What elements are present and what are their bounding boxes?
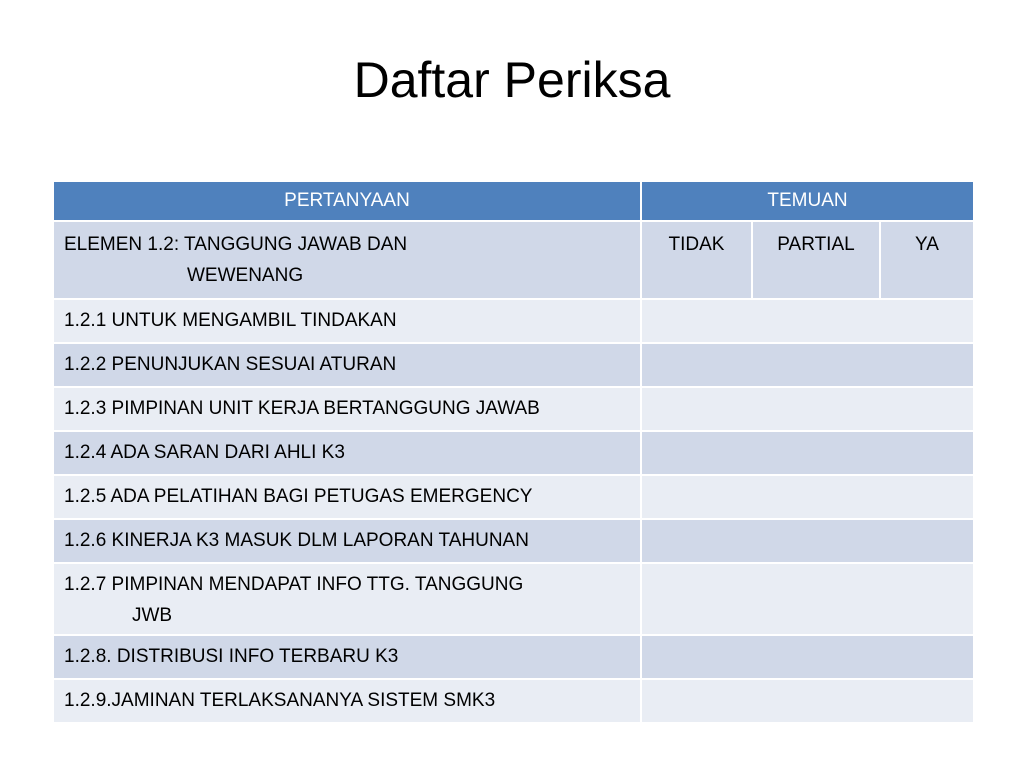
element-title-cell <box>53 221 641 299</box>
table-header-row <box>53 181 974 221</box>
question-cell: 1.2.6 KINERJA K3 MASUK DLM LAPORAN TAHUNAN <box>53 519 641 563</box>
question-line1: 1.2.7 PIMPINAN MENDAPAT INFO TTG. TANGGUNG <box>64 574 524 595</box>
finding-cell[interactable] <box>641 475 974 519</box>
option-tidak-label: TIDAK <box>668 234 725 255</box>
finding-cell[interactable] <box>641 343 974 387</box>
slide-title: Daftar Periksa <box>353 52 671 108</box>
element-title-line2: WEWENANG <box>187 265 304 286</box>
finding-cell[interactable] <box>641 635 974 679</box>
finding-cell[interactable] <box>641 679 974 723</box>
header-question: PERTANYAAN <box>53 181 641 221</box>
checklist-table <box>52 180 975 724</box>
option-ya <box>880 221 974 299</box>
question-cell: 1.2.5 ADA PELATIHAN BAGI PETUGAS EMERGENCY <box>53 475 641 519</box>
element-title-line1: ELEMEN 1.2: TANGGUNG JAWAB DAN <box>64 234 408 255</box>
table-row <box>53 519 974 563</box>
option-partial <box>752 221 880 299</box>
question-cell: 1.2.9.JAMINAN TERLAKSANANYA SISTEM SMK3 <box>53 679 641 723</box>
table-row <box>53 343 974 387</box>
question-cell: 1.2.4 ADA SARAN DARI AHLI K3 <box>53 431 641 475</box>
table-row <box>53 635 974 679</box>
question-cell: 1.2.1 UNTUK MENGAMBIL TINDAKAN <box>53 299 641 343</box>
finding-cell[interactable] <box>641 299 974 343</box>
option-partial-label: PARTIAL <box>777 234 855 255</box>
finding-cell[interactable] <box>641 519 974 563</box>
element-row <box>53 221 974 299</box>
table-row <box>53 563 974 635</box>
table-row <box>53 299 974 343</box>
finding-cell[interactable] <box>641 387 974 431</box>
option-tidak <box>641 221 752 299</box>
question-cell <box>53 563 641 635</box>
finding-cell[interactable] <box>641 563 974 635</box>
option-ya-label: YA <box>915 234 939 255</box>
question-cell: 1.2.8. DISTRIBUSI INFO TERBARU K3 <box>53 635 641 679</box>
finding-cell[interactable] <box>641 431 974 475</box>
table-row <box>53 475 974 519</box>
question-line2: JWB <box>132 605 173 626</box>
table-row <box>53 679 974 723</box>
table-row <box>53 431 974 475</box>
header-findings: TEMUAN <box>641 181 974 221</box>
question-cell: 1.2.2 PENUNJUKAN SESUAI ATURAN <box>53 343 641 387</box>
question-cell: 1.2.3 PIMPINAN UNIT KERJA BERTANGGUNG JAWAB <box>53 387 641 431</box>
table-row <box>53 387 974 431</box>
